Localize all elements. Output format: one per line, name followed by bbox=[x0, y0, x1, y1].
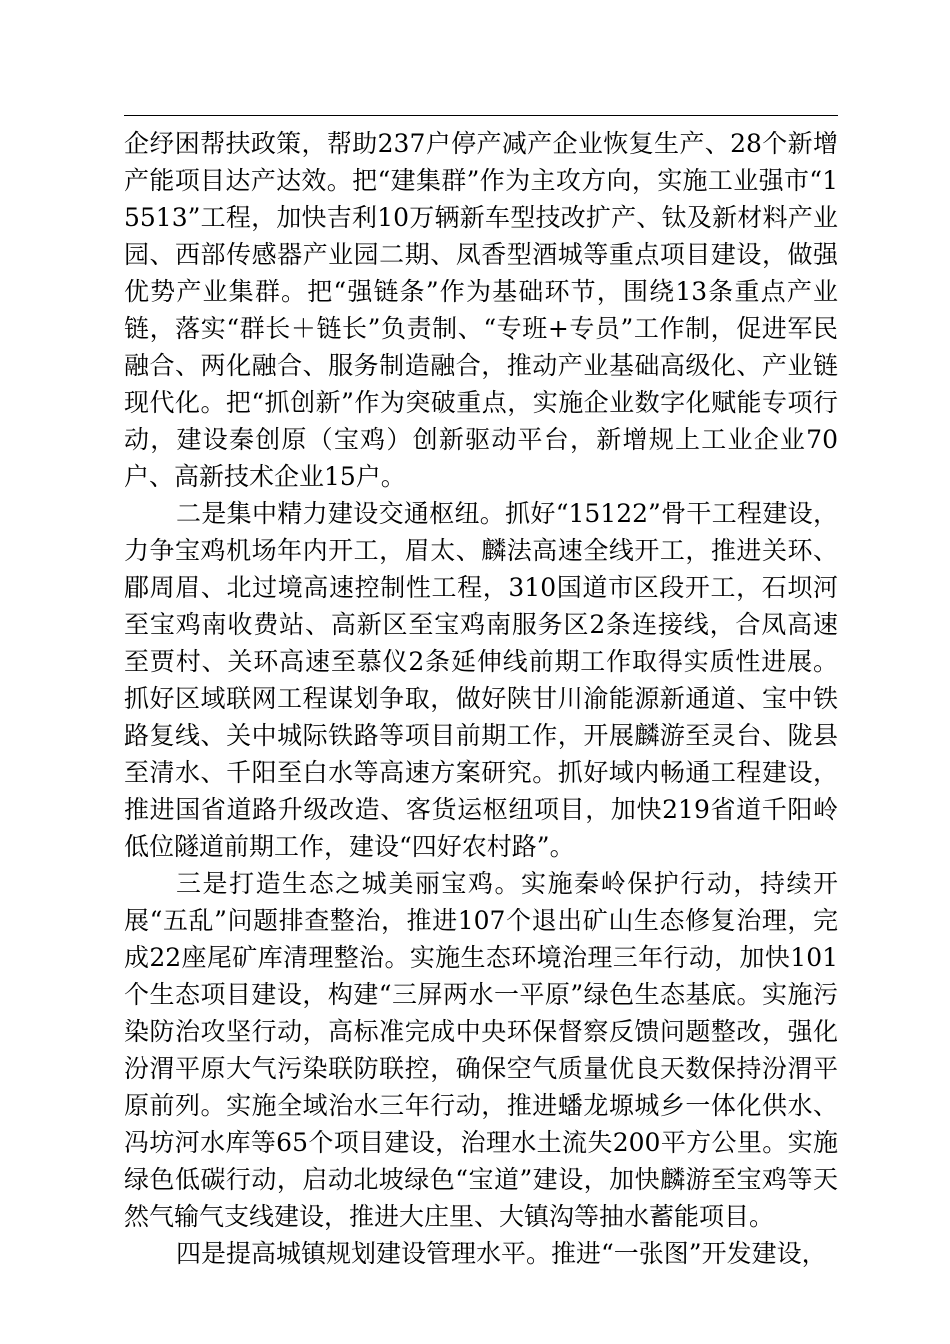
paragraph-continued: 企纾困帮扶政策，帮助237户停产减产企业恢复生产、28个新增产能项目达产达效。把“建集群”作为主攻方向，实施工业强市“15513”工程，加快吉利10万辆新车型技改扩产、钛及新材料产业园、西部传感器产业园二期、凤香型酒城等重点项目建设，做强优势产业集群。把“强链条”作为基础环节，围绕13条重点产业链，落实“群长＋链长”负责制、“专班+专员”工作制，促进军民融合、两化融合、服务制造融合，推动产业基础高级化、产业链现代化。把“抓创新”作为突破重点，实施企业数字化赋能专项行动，建设秦创原（宝鸡）创新驱动平台，新增规上工业企业70户、高新技术企业15户。 bbox=[124, 129, 838, 491]
paragraph-transport-hub: 二是集中精力建设交通枢纽。抓好“15122”骨干工程建设，力争宝鸡机场年内开工，眉太、麟法高速全线开工，推进关环、郿周眉、北过境高速控制性工程，310国道市区段开工，石坝河至宝鸡南收费站、高新区至宝鸡南服务区2条连接线，合凤高速至贾村、关环高速至慕仪2条延伸线前期工作取得实质性进展。抓好区域联网工程谋划争取，做好陕甘川渝能源新通道、宝中铁路复线、关中城际铁路等项目前期工作，开展麟游至灵台、陇县至清水、千阳至白水等高速方案研究。抓好域内畅通工程建设，推进国省道路升级改造、客货运枢纽项目，加快219省道千阳岭低位隧道前期工作，建设“四好农村路”。 bbox=[124, 499, 838, 861]
paragraph-ecology: 三是打造生态之城美丽宝鸡。实施秦岭保护行动，持续开展“五乱”问题排查整治，推进107个退出矿山生态修复治理，完成22座尾矿库清理整治。实施生态环境治理三年行动，加快101个生态项目建设，构建“三屏两水一平原”绿色生态基底。实施污染防治攻坚行动，高标准完成中央环保督察反馈问题整改，强化汾渭平原大气污染联防联控，确保空气质量优良天数保持汾渭平原前列。实施全域治水三年行动，推进蟠龙塬城乡一体化供水、冯坊河水库等65个项目建设，治理水土流失200平方公里。实施绿色低碳行动，启动北坡绿色“宝道”建设，加快麟游至宝鸡等天然气输气支线建设，推进大庄里、大镇沟等抽水蓄能项目。 bbox=[124, 869, 838, 1231]
paragraph-urban-planning: 四是提高城镇规划建设管理水平。推进“一张图”开发建设， bbox=[176, 1239, 827, 1268]
header-rule bbox=[124, 115, 838, 116]
document-body bbox=[124, 125, 838, 1272]
